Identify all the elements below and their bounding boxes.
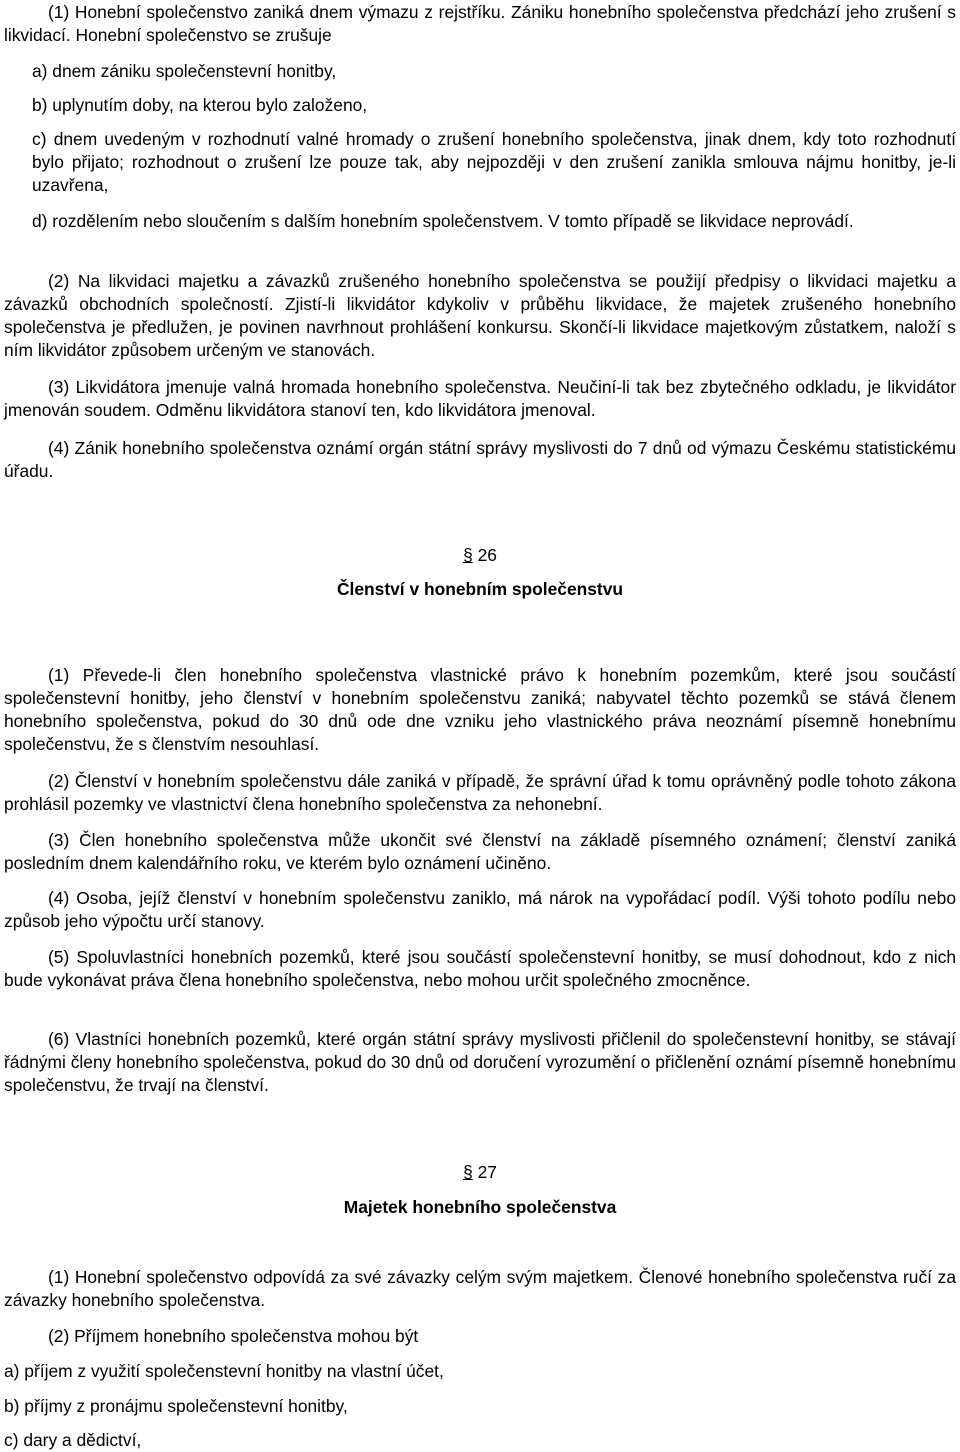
s27-item-a: a) příjem z využití společenstevní honitby na vlastní účet,	[4, 1361, 444, 1381]
paragraph-1: (1) Honební společenstvo zaniká dnem výmazu z rejstříku. Zániku honebního společenstva předchází jeho zrušení s likvidací. Honební společenstvo se zrušuje	[4, 2, 956, 45]
item-c: c) dnem uvedeným v rozhodnutí valné hromady o zrušení honebního společenstva, jinak dnem, kdy toto rozhodnutí bylo přijato; rozhodnout o zrušení lze pouze tak, aby nejpozději v den zrušení zanikla smlouva nájmu honitby, je-li uzavřena,	[32, 129, 956, 195]
section-26-number	[4, 544, 956, 567]
item-a: a) dnem zániku společenstevní honitby,	[32, 61, 337, 81]
section-symbol: §	[463, 1162, 473, 1182]
s27-paragraph-1: (1) Honební společenstvo odpovídá za své závazky celým svým majetkem. Členové honebního společenstva ručí za závazky honebního společenstva.	[4, 1267, 956, 1310]
item-b: b) uplynutím doby, na kterou bylo založeno,	[32, 95, 368, 115]
s27-paragraph-2: (2) Příjmem honebního společenstva mohou být	[48, 1326, 419, 1346]
item-d: d) rozdělením nebo sloučením s dalším honebním společenstvem. V tomto případě se likvidace neprovádí.	[32, 211, 854, 231]
s26-paragraph-1: (1) Převede-li člen honebního společenstva vlastnické právo k honebním pozemkům, které jsou součástí společenstevní honitby, jeho členství v honebním společenstvu zaniká; nabyvatel těchto pozemků se stává členem honebního společenstva, pokud do 30 dnů ode dne vzniku jeho vlastnického práva neoznámí písemně honebnímu společenstvu, že s členstvím nesouhlasí.	[4, 665, 956, 754]
section-number: 27	[472, 1162, 497, 1182]
s26-paragraph-5: (5) Spoluvlastníci honebních pozemků, které jsou součástí společenstevní honitby, se musí dohodnout, kdo z nich bude vykonávat práva člena honebního společenstva, nebo mohou určit společného zmocněnce.	[4, 947, 956, 990]
paragraph-2: (2) Na likvidaci majetku a závazků zrušeného honebního společenstva se použijí předpisy o likvidaci majetku a závazků obchodních společností. Zjistí-li likvidátor kdykoliv v průběhu likvidace, že majetek zrušeného honebního společenstva je předlužen, je povinen navrhnout prohlášení konkursu. Skončí-li likvidace majetkovým zůstatkem, naloží s ním likvidátor způsobem určeným ve stanovách.	[4, 271, 956, 360]
section-number: 26	[472, 545, 497, 565]
s26-paragraph-6: (6) Vlastníci honebních pozemků, které orgán státní správy myslivosti přičlenil do společenstevní honitby, se stávají řádnými členy honebního společenstva, pokud do 30 dnů od doručení vyrozumění o přičlenění oznámí písemně honebnímu společenstvu, že trvají na členství.	[4, 1029, 956, 1095]
paragraph-4: (4) Zánik honebního společenstva oznámí orgán státní správy myslivosti do 7 dnů od výmazu Českému statistickému úřadu.	[4, 438, 956, 481]
s26-paragraph-3: (3) Člen honebního společenstva může ukončit své členství na základě písemného oznámení; členství zaniká posledním dnem kalendářního roku, ve kterém bylo oznámení učiněno.	[4, 830, 956, 873]
s26-paragraph-2: (2) Členství v honebním společenstvu dále zaniká v případě, že správní úřad k tomu oprávněný podle tohoto zákona prohlásil pozemky ve vlastnictví člena honebního společenstva za nehonební.	[4, 771, 956, 814]
section-26-title: Členství v honebním společenstvu	[336, 579, 624, 599]
s27-item-c: c) dary a dědictví,	[4, 1430, 142, 1450]
s27-item-b: b) příjmy z pronájmu společenstevní honitby,	[4, 1396, 348, 1416]
section-27-title: Majetek honebního společenstva	[343, 1197, 617, 1217]
section-symbol: §	[463, 545, 473, 565]
paragraph-3: (3) Likvidátora jmenuje valná hromada honebního společenstva. Neučiní-li tak bez zbytečného odkladu, je likvidátor jmenován soudem. Odměnu likvidátora stanoví ten, kdo likvidátora jmenoval.	[4, 377, 956, 420]
section-27-number	[4, 1161, 956, 1184]
s26-paragraph-4: (4) Osoba, jejíž členství v honebním společenstvu zaniklo, má nárok na vypořádací podíl. Výši tohoto podílu nebo způsob jeho výpočtu určí stanovy.	[4, 888, 956, 931]
